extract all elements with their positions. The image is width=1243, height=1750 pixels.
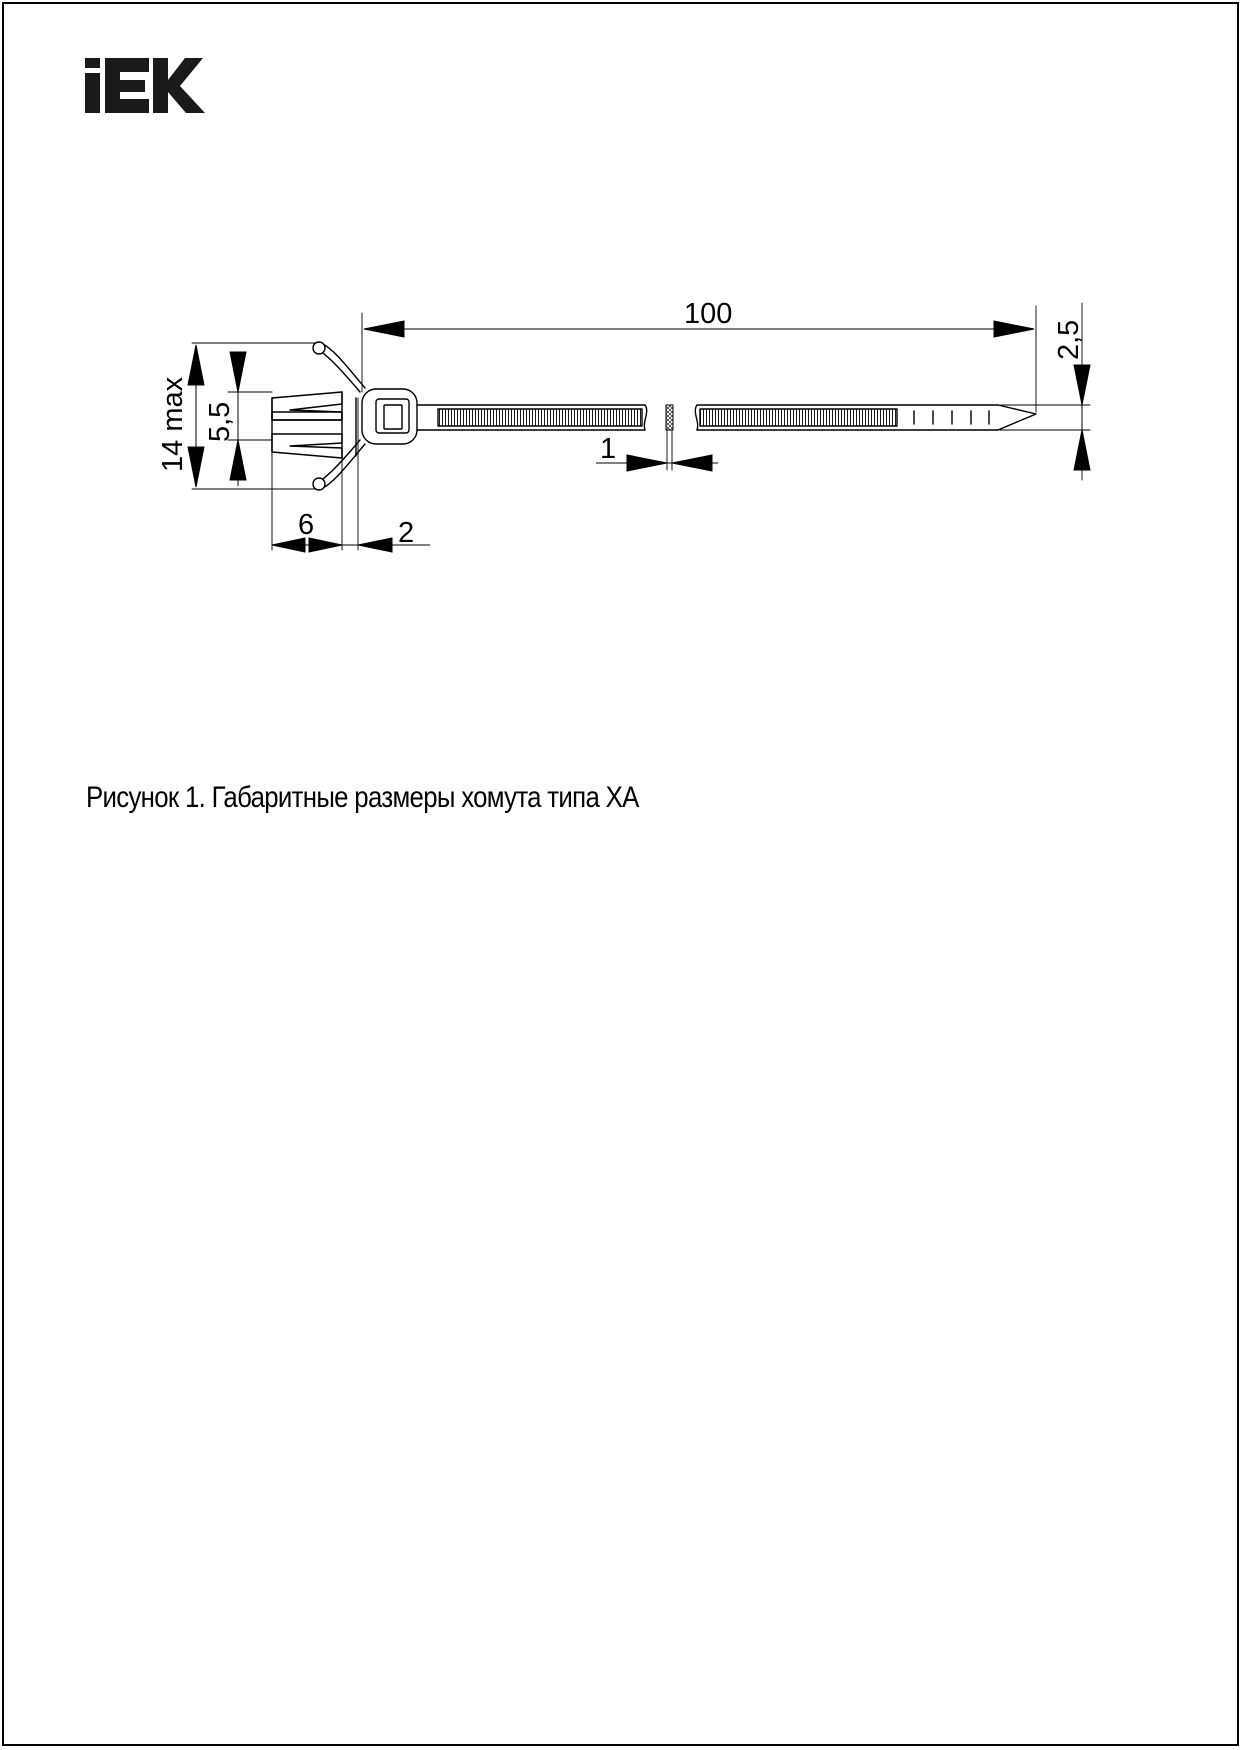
dim-14-max: 14 max bbox=[157, 376, 189, 472]
dim-2: 2 bbox=[398, 517, 415, 549]
cable-tie-drawing bbox=[0, 0, 1243, 760]
dim-2-5: 2,5 bbox=[1053, 319, 1085, 360]
strap-section bbox=[666, 405, 673, 430]
dimension-lines bbox=[188, 321, 1090, 552]
dim-1: 1 bbox=[600, 433, 617, 465]
fixing-clip bbox=[272, 342, 365, 490]
dim-6: 6 bbox=[298, 509, 315, 541]
figure-caption: Рисунок 1. Габаритные размеры хомута типа ХА bbox=[86, 781, 639, 814]
dim-5-5: 5,5 bbox=[204, 401, 236, 442]
strap-right bbox=[695, 405, 1036, 430]
dim-100: 100 bbox=[684, 298, 733, 330]
strap-left bbox=[438, 405, 647, 430]
